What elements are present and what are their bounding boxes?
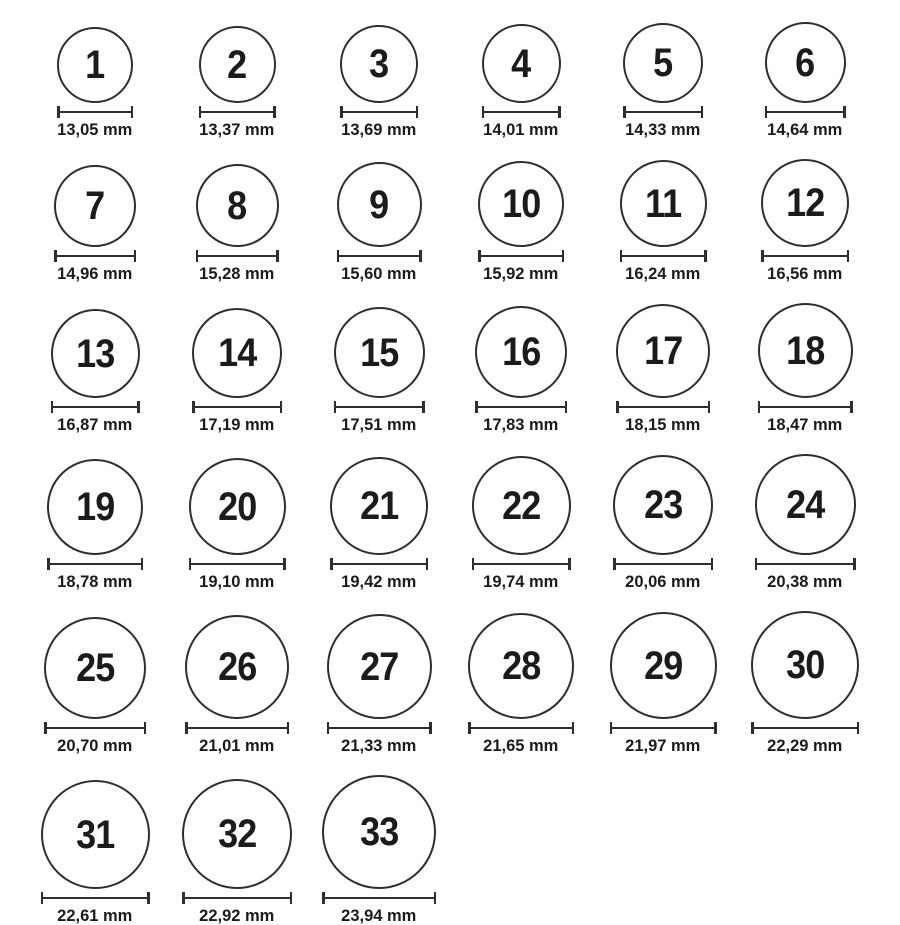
size-cell [24,22,166,139]
size-cell [24,159,166,283]
ring-circle [322,775,436,889]
diameter-measure-line [475,401,567,413]
ring-circle [185,615,289,719]
ring-circle [610,612,717,719]
diameter-measure-line [51,401,140,413]
diameter-label: 13,05 mm [57,120,133,139]
size-cell [308,775,450,925]
ring-circle [54,165,136,247]
ring-circle [623,23,703,103]
diameter-measure-line [330,558,428,570]
measure-bar [760,406,850,409]
measure-right-tick [708,401,711,413]
ring-circle [44,617,146,719]
measure-right-tick [144,722,147,734]
diameter-measure-line [182,892,292,904]
diameter-label: 14,96 mm [57,264,133,283]
diameter-measure-line [192,401,282,413]
diameter-measure-line [322,892,436,904]
diameter-measure-line [620,250,707,262]
ring-circle [755,454,856,555]
diameter-label: 16,87 mm [57,415,133,434]
diameter-label: 21,01 mm [199,736,275,755]
measure-right-tick [422,401,425,413]
measure-bar [50,563,141,566]
diameter-measure-line [196,250,279,262]
measure-bar [198,255,276,258]
size-cell [308,611,450,755]
measure-right-tick [843,106,846,118]
measure-bar [343,111,416,114]
size-cell [450,303,592,434]
size-number: 9 [369,182,389,227]
ring-circle [41,780,150,889]
diameter-label: 21,97 mm [625,736,701,755]
size-number: 23 [643,483,683,527]
size-number: 6 [795,40,815,85]
ring-circle [478,161,564,247]
diameter-label: 16,24 mm [625,264,701,283]
measure-right-tick [276,250,279,262]
size-cell [24,454,166,591]
diameter-measure-line [765,106,846,118]
measure-bar [336,406,422,409]
measure-right-tick [853,558,856,570]
diameter-measure-line [761,250,849,262]
size-cell [450,159,592,283]
diameter-label: 15,92 mm [483,264,559,283]
diameter-measure-line [758,401,853,413]
measure-right-tick [704,250,707,262]
measure-bar [53,406,137,409]
ring-circle [334,307,425,398]
size-number: 19 [75,485,115,529]
size-number: 25 [75,646,115,690]
measure-bar [619,406,708,409]
ring-circle [327,614,432,719]
diameter-measure-line [54,250,136,262]
measure-bar [626,111,701,114]
ring-circle [751,611,859,719]
diameter-label: 18,78 mm [57,572,133,591]
size-cell [734,159,876,283]
measure-right-tick [273,106,276,118]
diameter-label: 14,33 mm [625,120,701,139]
ring-circle [620,160,707,247]
size-number: 4 [511,41,531,86]
measure-right-tick [850,401,853,413]
size-number: 28 [501,644,541,688]
ring-circle [340,25,418,103]
diameter-label: 19,42 mm [341,572,417,591]
diameter-label: 14,64 mm [767,120,843,139]
size-number: 5 [653,41,673,85]
diameter-label: 21,33 mm [341,736,417,755]
size-row [24,775,876,925]
ring-circle [47,459,143,555]
measure-right-tick [141,558,144,570]
size-row [24,303,876,434]
measure-right-tick [426,558,429,570]
size-number: 30 [785,643,825,687]
ring-circle [475,306,567,398]
measure-right-tick [416,106,419,118]
diameter-label: 18,15 mm [625,415,701,434]
size-cell [592,611,734,755]
measure-bar [478,406,565,409]
size-cell [24,611,166,755]
diameter-measure-line [755,558,856,570]
size-row [24,454,876,591]
ring-circle [189,458,286,555]
measure-bar [474,563,568,566]
diameter-measure-line [189,558,286,570]
size-number: 29 [643,643,683,688]
measure-right-tick [429,722,432,734]
size-cell [166,303,308,434]
size-number: 18 [785,328,825,373]
measure-bar [191,563,283,566]
ring-circle [758,303,853,398]
measure-bar [185,897,290,900]
size-row [24,611,876,755]
measure-bar [471,727,572,730]
size-cell [166,22,308,139]
measure-right-tick [558,106,561,118]
size-number: 33 [359,810,399,854]
diameter-label: 20,38 mm [767,572,843,591]
diameter-measure-line [616,401,710,413]
size-number: 20 [217,484,257,529]
size-number: 2 [227,42,247,87]
diameter-label: 17,19 mm [199,415,275,434]
size-number: 26 [217,645,257,689]
measure-right-tick [568,558,571,570]
diameter-label: 20,06 mm [625,572,701,591]
size-cell [592,454,734,591]
diameter-measure-line [185,722,289,734]
measure-right-tick [565,401,568,413]
measure-right-tick [701,106,704,118]
size-number: 3 [369,42,389,86]
measure-right-tick [714,722,717,734]
diameter-label: 19,74 mm [483,572,559,591]
diameter-label: 22,61 mm [57,906,133,925]
diameter-measure-line [199,106,276,118]
size-number: 24 [785,482,825,527]
measure-bar [329,727,429,730]
size-number: 15 [359,330,399,375]
measure-bar [767,111,843,114]
size-cell [734,303,876,434]
ring-circle [468,613,574,719]
ring-circle [761,159,849,247]
measure-bar [325,897,434,900]
size-cell [24,775,166,925]
measure-right-tick [283,558,286,570]
size-number: 13 [75,331,115,376]
size-number: 1 [85,43,105,87]
ring-circle [330,457,428,555]
ring-circle [192,308,282,398]
measure-bar [754,727,857,730]
size-cell [166,454,308,591]
size-number: 14 [217,331,257,375]
diameter-measure-line [57,106,133,118]
diameter-measure-line [340,106,418,118]
diameter-measure-line [334,401,425,413]
diameter-measure-line [610,722,717,734]
size-number: 32 [217,812,257,856]
measure-bar [484,111,558,114]
diameter-measure-line [327,722,432,734]
diameter-label: 21,65 mm [483,736,559,755]
size-cell [450,611,592,755]
size-number: 17 [643,329,683,373]
size-number: 16 [501,330,541,374]
size-cell [308,303,450,434]
diameter-label: 17,83 mm [483,415,559,434]
measure-bar [43,897,147,900]
ring-circle [616,304,710,398]
diameter-label: 17,51 mm [341,415,417,434]
ring-circle [196,164,279,247]
diameter-label: 13,37 mm [199,120,275,139]
diameter-label: 13,69 mm [341,120,417,139]
measure-right-tick [562,250,565,262]
size-cell [24,303,166,434]
size-cell [166,775,308,925]
diameter-label: 22,92 mm [199,906,275,925]
size-number: 31 [75,812,115,857]
size-cell [450,22,592,139]
ring-circle [472,456,571,555]
size-number: 7 [85,184,105,228]
measure-right-tick [137,401,140,413]
size-cell [308,159,450,283]
size-number: 8 [227,183,247,228]
size-number: 10 [501,182,541,226]
size-cell [308,22,450,139]
diameter-measure-line [613,558,713,570]
size-cell [166,611,308,755]
measure-bar [616,563,711,566]
ring-circle [57,27,133,103]
measure-right-tick [434,892,437,904]
diameter-label: 22,29 mm [767,736,843,755]
measure-right-tick [711,558,714,570]
measure-bar [764,255,847,258]
size-cell [734,454,876,591]
ring-circle [765,22,846,103]
measure-right-tick [857,722,860,734]
diameter-measure-line [41,892,150,904]
measure-bar [481,255,562,258]
measure-bar [612,727,714,730]
diameter-label: 14,01 mm [483,120,559,139]
size-number: 11 [644,181,682,226]
size-row [24,22,876,139]
measure-bar [195,406,280,409]
diameter-measure-line [47,558,143,570]
diameter-measure-line [472,558,571,570]
measure-bar [47,727,144,730]
size-cell [592,303,734,434]
size-cell [592,22,734,139]
measure-bar [57,255,134,258]
ring-circle [182,779,292,889]
measure-bar [757,563,853,566]
measure-bar [201,111,273,114]
measure-right-tick [572,722,575,734]
size-row [24,159,876,283]
measure-right-tick [131,106,134,118]
diameter-label: 20,70 mm [57,736,133,755]
measure-bar [188,727,287,730]
diameter-measure-line [44,722,146,734]
diameter-label: 19,10 mm [199,572,275,591]
diameter-label: 16,56 mm [767,264,843,283]
measure-bar [339,255,419,258]
size-number: 22 [501,483,541,528]
diameter-measure-line [468,722,574,734]
diameter-label: 15,28 mm [199,264,275,283]
measure-right-tick [847,250,850,262]
measure-right-tick [419,250,422,262]
measure-right-tick [280,401,283,413]
diameter-label: 18,47 mm [767,415,843,434]
measure-right-tick [134,250,137,262]
size-cell [450,454,592,591]
ring-circle [337,162,422,247]
measure-right-tick [287,722,290,734]
measure-right-tick [147,892,150,904]
ring-circle [51,309,140,398]
size-cell [166,159,308,283]
diameter-measure-line [623,106,703,118]
ring-circle [613,455,713,555]
diameter-measure-line [482,106,561,118]
ring-circle [482,24,561,103]
diameter-label: 15,60 mm [341,264,417,283]
size-cell [592,159,734,283]
size-cell [734,611,876,755]
size-number: 12 [785,181,825,225]
size-cell [308,454,450,591]
diameter-measure-line [478,250,564,262]
size-number: 27 [359,644,399,689]
diameter-label: 23,94 mm [341,906,417,925]
measure-bar [60,111,131,114]
size-cell [734,22,876,139]
diameter-measure-line [751,722,859,734]
measure-bar [622,255,704,258]
size-number: 21 [359,484,399,528]
measure-right-tick [290,892,293,904]
diameter-measure-line [337,250,422,262]
ring-circle [199,26,276,103]
measure-bar [333,563,426,566]
